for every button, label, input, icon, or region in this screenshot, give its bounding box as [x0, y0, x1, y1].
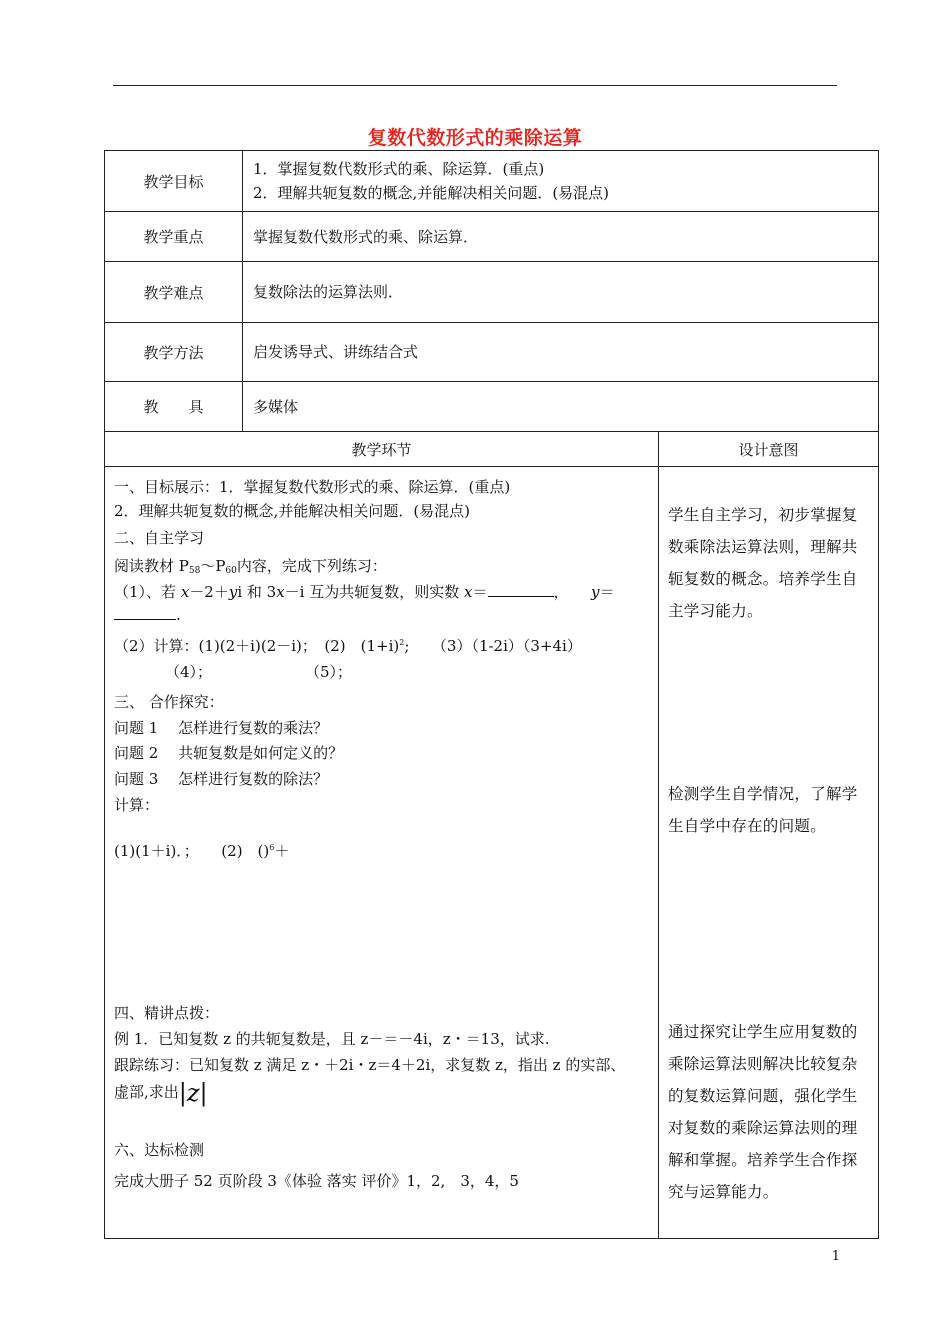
info-row	[105, 382, 879, 432]
section-cooperation: 三、 合作探究：	[114, 693, 224, 711]
process-table	[104, 431, 879, 1239]
teaching-steps-cell	[105, 467, 659, 1239]
question-2: 问题 2 共轭复数是如何定义的？	[114, 744, 344, 762]
info-row	[105, 262, 879, 323]
assessment-task: 完成大册子 52 页阶段 3《体验 落实 评价》1，2, 3，4，5	[114, 1172, 519, 1190]
intent-3: 通过探究让学生应用复数的乘除运算法则解决比较复杂的复数运算问题，强化学生对复数的乘除运算法则的理解和掌握。培养学生合作探究与运算能力。	[668, 1023, 858, 1201]
info-table	[104, 150, 879, 432]
follow-up-cont: 虚部,求出|z|	[114, 1079, 208, 1107]
calc-problems: (1)(1＋i)．； (2) ()$^6$＋	[114, 842, 290, 860]
example-1: 例 1．已知复数 z 的共轭复数是，且 z－＝－4i，z・＝13，试求.	[114, 1030, 550, 1048]
goal-line-1: 一、目标展示：1．掌握复数代数形式的乘、除运算．(重点)	[114, 478, 511, 496]
question-3: 问题 3 怎样进行复数的除法？	[114, 770, 329, 788]
info-content: 启发诱导式、讲练结合式	[243, 323, 879, 382]
info-line: 2．理解共轭复数的概念,并能解决相关问题．(易混点)	[253, 184, 610, 202]
page-number: 1	[831, 1249, 840, 1264]
exercise-2-part-4: （4）；	[165, 663, 213, 681]
info-content: 掌握复数代数形式的乘、除运算．	[243, 212, 879, 262]
process-header-row	[105, 432, 879, 467]
answer-blank	[488, 582, 554, 597]
reading-instruction: 阅读教材 $P_{58}\sim P_{60}$内容，完成下列练习：	[114, 557, 387, 576]
calc-label: 计算：	[114, 796, 160, 814]
intent-2: 检测学生自学情况，了解学生自学中存在的问题。	[668, 785, 858, 835]
answer-blank	[114, 605, 176, 620]
info-label: 教学难点	[105, 262, 243, 323]
info-row	[105, 323, 879, 382]
modulus-z: |z|	[178, 1079, 208, 1107]
intent-1: 学生自主学习，初步掌握复数乘除法运算法则，理解共轭复数的概念。培养学生自主学习能力。	[668, 506, 858, 620]
info-label: 教学重点	[105, 212, 243, 262]
info-label: 教学方法	[105, 323, 243, 382]
info-content	[243, 151, 879, 212]
section-explanation: 四、精讲点拨：	[114, 1004, 220, 1022]
header-teaching-steps: 教学环节	[105, 432, 659, 467]
page-title: 复数代数形式的乘除运算	[367, 127, 583, 149]
exercise-1-cont: .	[114, 605, 181, 624]
info-label: 教 具	[105, 382, 243, 432]
info-row	[105, 212, 879, 262]
process-body-row	[105, 467, 879, 1239]
info-content: 复数除法的运算法则．	[243, 262, 879, 323]
header-rule	[113, 85, 837, 86]
info-row	[105, 151, 879, 212]
info-line: 1．掌握复数代数形式的乘、除运算．(重点)	[253, 160, 545, 178]
info-content: 多媒体	[243, 382, 879, 432]
question-1: 问题 1 怎样进行复数的乘法？	[114, 719, 329, 737]
section-assessment: 六、达标检测	[114, 1141, 205, 1159]
design-intent-cell	[659, 467, 879, 1239]
follow-up-exercise: 跟踪练习：已知复数 z 满足 z・＋2i・z＝4＋2i，求复数 z，指出 z 的实部、	[114, 1056, 626, 1074]
info-label: 教学目标	[105, 151, 243, 212]
header-design-intent: 设计意图	[659, 432, 879, 467]
exercise-2: （2）计算：(1)(2＋i)(2－i)； (2) $(1+i)^2$; （3）（1-2i）（3+4i）	[114, 637, 582, 655]
exercise-2-part-5: （5）；	[305, 663, 353, 681]
exercise-1: （1）、若 x－2＋yi 和 3x－i 互为共轭复数，则实数 x＝ ， y＝	[114, 583, 615, 601]
section-self-study: 二、自主学习	[114, 529, 205, 547]
goal-line-2: 2．理解共轭复数的概念,并能解决相关问题．(易混点)	[114, 502, 471, 520]
